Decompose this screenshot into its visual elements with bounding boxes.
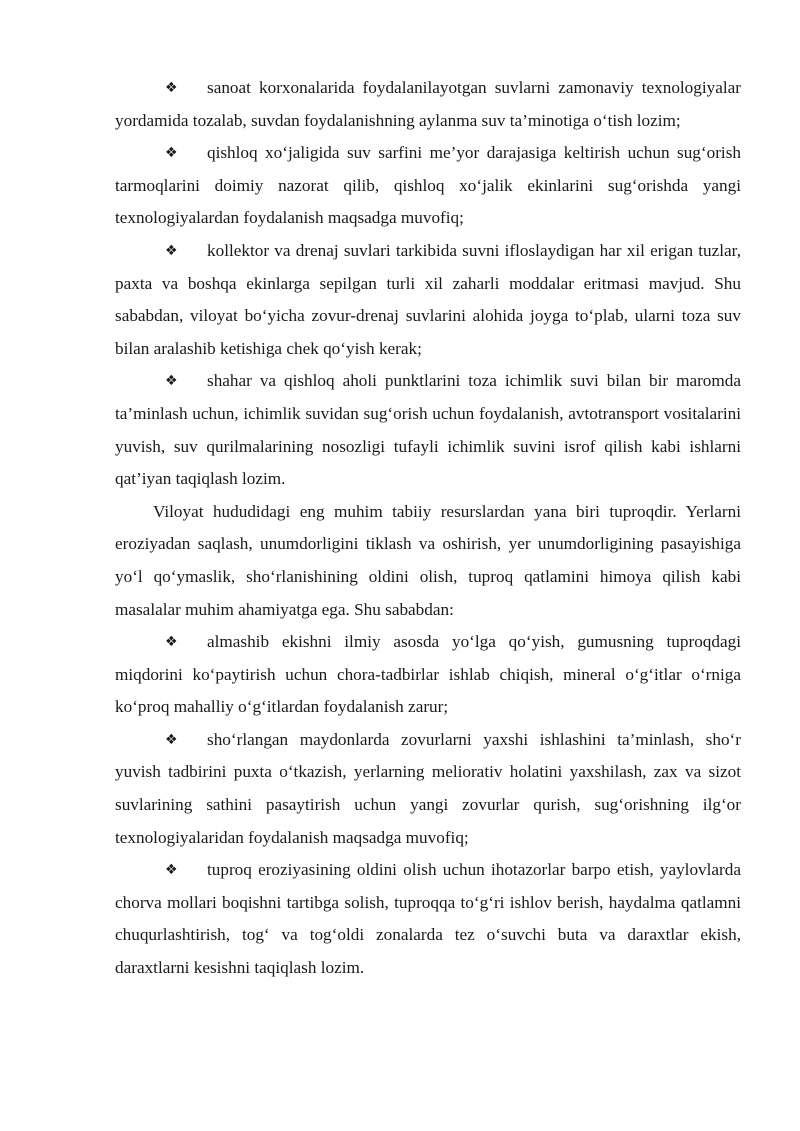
bullet-text: sanoat korxonalarida foydalanilayotgan suvlarni zamonaviy texnologiyalar yordamida tozalab, suvdan foydalanishning aylanma suv ta’minotiga o‘tish lozim; <box>115 78 741 130</box>
document-page <box>115 72 741 985</box>
bullet-item <box>115 626 741 724</box>
bullet-text: tuproq eroziyasining oldini olish uchun ihotazorlar barpo etish, yaylovlarda chorva mollari boqishni tartibga solish, tuproqqa to‘g‘ri ishlov berish, haydalma qatlamni chuqurlashtirish, tog‘ va tog‘oldi zonalarda tez o‘suvchi buta va daraxtlar ekish, daraxtlarni kesishni taqiqlash lozim. <box>115 860 741 978</box>
diamond-bullet-icon: ❖ <box>165 373 178 390</box>
bullet-text: sho‘rlangan maydonlarda zovurlarni yaxshi ishlashini ta’minlash, sho‘r yuvish tadbirini puxta o‘tkazish, yerlarning meliorativ holatini yaxshilash, zax va sizot suvlarining sathini pasaytirish uchun yangi zovurlar qurish, sug‘orishning ilg‘or texnologiyalaridan foydalanish maqsadga muvofiq; <box>115 729 741 847</box>
diamond-bullet-icon: ❖ <box>165 80 178 96</box>
bullet-item <box>115 72 741 137</box>
diamond-bullet-icon: ❖ <box>165 731 178 748</box>
bullet-item <box>115 137 741 235</box>
body-paragraph: Viloyat hududidagi eng muhim tabiiy resurslardan yana biri tuproqdir. Yerlarni eroziyadan saqlash, unumdorligini tiklash va oshirish, yer unumdorligining pasayishiga yo‘l qo‘ymaslik, sho‘rlanishining oldini olish, tuproq qatlamini himoya qilish kabi masalalar muhim ahamiyatga ega. Shu sababdan: <box>115 501 741 619</box>
diamond-bullet-icon: ❖ <box>165 145 178 162</box>
bullet-item <box>115 724 741 854</box>
diamond-bullet-icon: ❖ <box>165 862 178 879</box>
bullet-text: kollektor va drenaj suvlari tarkibida suvni ifloslaydigan har xil erigan tuzlar, paxta va boshqa ekinlarga sepilgan turli xil zaharli moddalar eritmasi mavjud. Shu sababdan, viloyat bo‘yicha zovur-drenaj suvlarini alohida joyga to‘plab, ularni toza suv bilan aralashib ketishiga chek qo‘yish kerak; <box>115 240 741 358</box>
bullet-text: qishloq xo‘jaligida suv sarfini me’yor darajasiga keltirish uchun sug‘orish tarmoqlarini doimiy nazorat qilib, qishloq xo‘jalik ekinlarini sug‘orishda yangi texnologiyalardan foydalanish maqsadga muvofiq; <box>115 143 741 228</box>
diamond-bullet-icon: ❖ <box>165 634 178 651</box>
bullet-text: almashib ekishni ilmiy asosda yo‘lga qo‘yish, gumusning tuproqdagi miqdorini ko‘paytirish uchun chora-tadbirlar ishlab chiqish, mineral o‘g‘itlar o‘rniga ko‘proq mahalliy o‘g‘itlardan foydalanish zarur; <box>115 632 741 717</box>
bullet-item <box>115 365 741 495</box>
diamond-bullet-icon: ❖ <box>165 242 178 259</box>
bullet-item <box>115 235 741 365</box>
bullet-item <box>115 854 741 984</box>
bullet-text: shahar va qishloq aholi punktlarini toza ichimlik suvi bilan bir maromda ta’minlash uchun, ichimlik suvidan sug‘orish uchun foydalanish, avtotransport vositalarini yuvish, suv qurilmalarining nosozligi tufayli ichimlik suvini isrof qilish kabi ishlarni qat’iyan taqiqlash lozim. <box>115 371 741 489</box>
